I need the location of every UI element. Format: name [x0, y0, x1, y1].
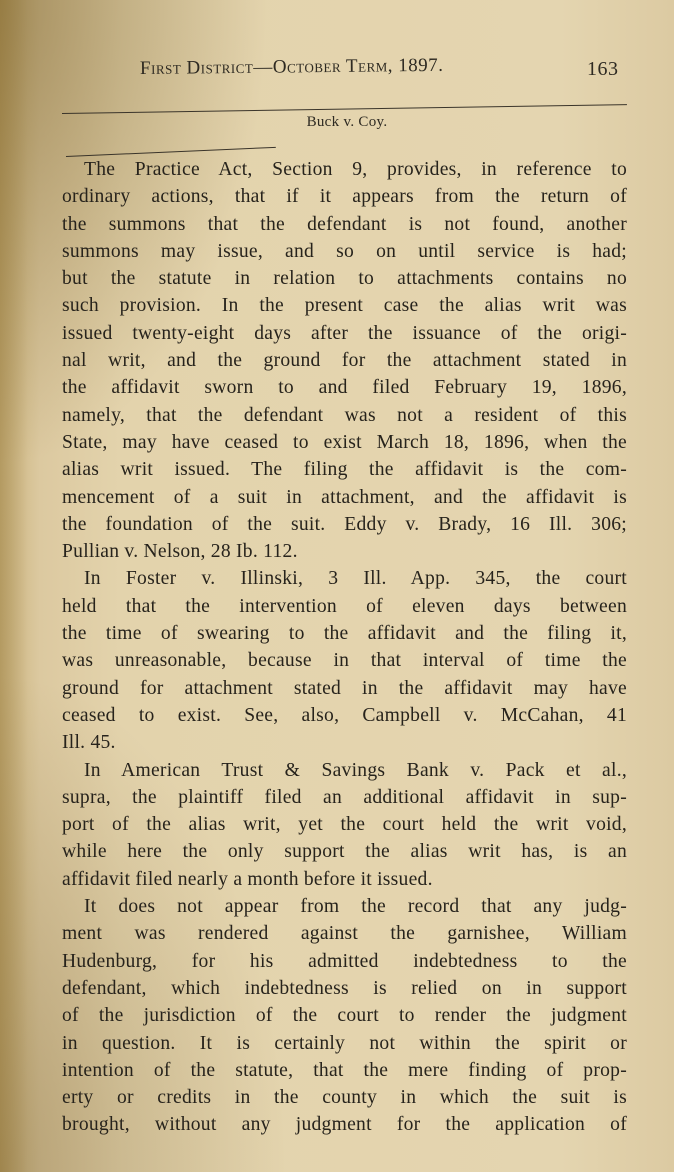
- case-name: [0, 114, 674, 131]
- text-line: It does not appear from the record that any judg-: [84, 896, 627, 918]
- text-line: erty or credits in the county in which the suit is: [62, 1087, 627, 1109]
- text-line: defendant, which indebtedness is relied on in support: [62, 977, 627, 999]
- page-number: 163: [587, 58, 619, 80]
- text-line: but the statute in relation to attachments contains no: [62, 268, 627, 290]
- case-name-text: Buck v. Coy.: [306, 114, 388, 130]
- text-line: Ill. 45.: [62, 732, 116, 754]
- text-line: the summons that the defendant is not found, another: [62, 213, 627, 235]
- text-line: intention of the statute, that the mere finding of prop-: [62, 1059, 627, 1081]
- text-line: supra, the plaintiff filed an additional affidavit in sup-: [62, 786, 627, 808]
- text-line: the time of swearing to the affidavit and the filing it,: [62, 623, 627, 645]
- text-line: ordinary actions, that if it appears from the return of: [62, 186, 627, 208]
- header-rule: [62, 104, 627, 114]
- text-line: summons may issue, and so on until service is had;: [62, 240, 627, 262]
- text-line: port of the alias writ, yet the court held the writ void,: [62, 814, 627, 836]
- running-head: First District—October Term, 1897.: [139, 54, 444, 79]
- text-line: issued twenty-eight days after the issuance of the origi-: [62, 322, 627, 344]
- text-line: the affidavit sworn to and filed February 19, 1896,: [62, 377, 627, 399]
- text-line: mencement of a suit in attachment, and the affidavit is: [62, 486, 627, 508]
- text-line: ment was rendered against the garnishee, William: [62, 923, 627, 945]
- text-line: Hudenburg, for his admitted indebtedness to the: [62, 950, 627, 972]
- text-line: The Practice Act, Section 9, provides, in reference to: [84, 159, 627, 180]
- text-line: while here the only support the alias writ has, is an: [62, 841, 627, 863]
- text-line: held that the intervention of eleven days between: [62, 595, 627, 617]
- binding-shadow: [0, 0, 28, 1172]
- body-text: [62, 156, 627, 1139]
- text-line: Pullian v. Nelson, 28 Ib. 112.: [62, 541, 298, 563]
- text-line: ceased to exist. See, also, Campbell v. McCahan, 41: [62, 704, 627, 726]
- text-line: alias writ issued. The filing the affidavit is the com-: [62, 459, 627, 481]
- text-line: brought, without any judgment for the application of: [62, 1114, 627, 1136]
- text-line: in question. It is certainly not within the spirit or: [62, 1032, 627, 1054]
- text-line: ground for attachment stated in the affidavit may have: [62, 677, 627, 699]
- text-line: State, may have ceased to exist March 18, 1896, when the: [62, 431, 627, 453]
- text-line: of the jurisdiction of the court to render the judgment: [62, 1005, 627, 1027]
- text-line: In American Trust & Savings Bank v. Pack et al.,: [84, 759, 627, 781]
- text-line: In Foster v. Illinski, 3 Ill. App. 345, the court: [84, 568, 627, 590]
- text-line: nal writ, and the ground for the attachment stated in: [62, 350, 627, 372]
- text-line: was unreasonable, because in that interval of time the: [62, 650, 627, 672]
- text-line: the foundation of the suit. Eddy v. Brady, 16 Ill. 306;: [62, 513, 627, 535]
- text-line: such provision. In the present case the alias writ was: [62, 295, 627, 317]
- text-line: namely, that the defendant was not a resident of this: [62, 404, 627, 426]
- text-line: affidavit filed nearly a month before it issued.: [62, 868, 433, 890]
